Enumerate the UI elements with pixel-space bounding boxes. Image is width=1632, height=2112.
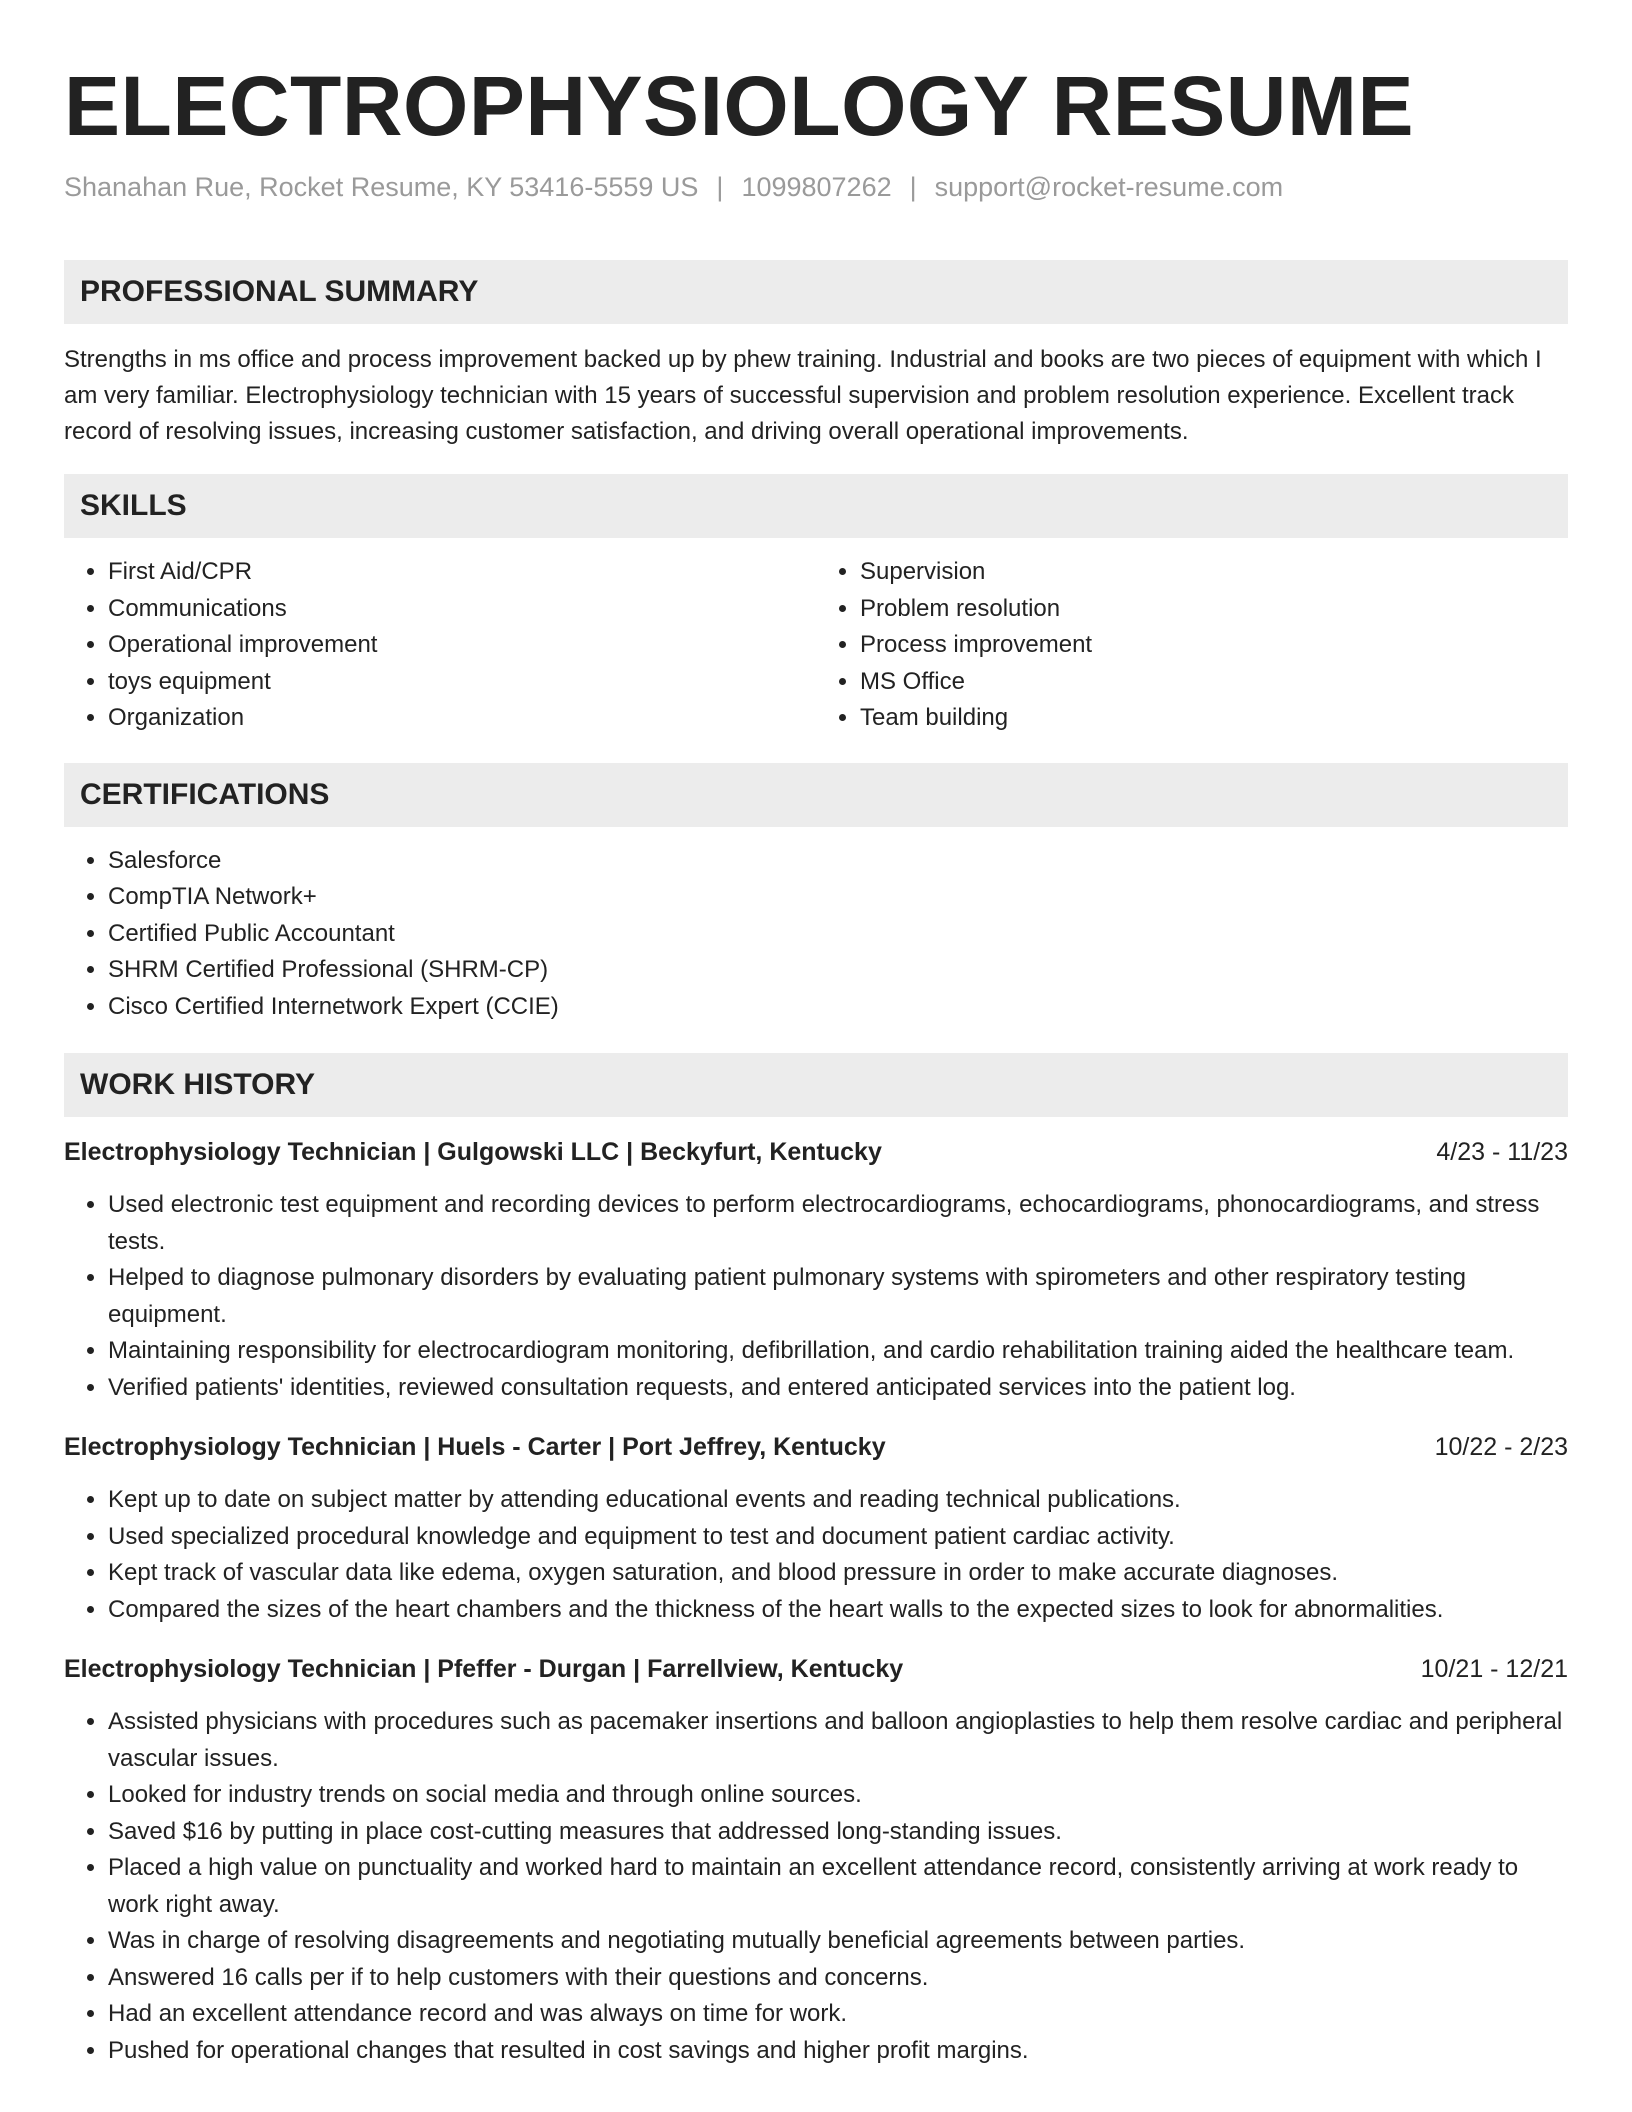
summary-heading: PROFESSIONAL SUMMARY bbox=[64, 260, 1568, 324]
skill-item: • Supervision bbox=[860, 554, 1568, 591]
skill-item: • Problem resolution bbox=[860, 591, 1568, 628]
job-header bbox=[64, 1135, 1568, 1169]
skills-column-left bbox=[64, 554, 816, 737]
skill-item: • Communications bbox=[108, 591, 816, 628]
job-entry bbox=[64, 1430, 1568, 1628]
job-duty-item: • Verified patients' identities, reviewed consultation requests, and entered anticipated services into the patient log. bbox=[108, 1370, 1568, 1407]
resume-page bbox=[64, 0, 1568, 2069]
job-duty-item: • Used specialized procedural knowledge and equipment to test and document patient cardiac activity. bbox=[108, 1519, 1568, 1556]
job-dates: 10/21 - 12/21 bbox=[1420, 1655, 1568, 1683]
certification-item: • Salesforce bbox=[108, 843, 1568, 880]
certification-item: • CompTIA Network+ bbox=[108, 879, 1568, 916]
contact-separator: | bbox=[909, 172, 917, 202]
job-duty-item: • Kept track of vascular data like edema, oxygen saturation, and blood pressure in order to make accurate diagnoses. bbox=[108, 1555, 1568, 1592]
contact-phone: 1099807262 bbox=[741, 172, 892, 202]
skill-item: • MS Office bbox=[860, 664, 1568, 701]
job-duty-item: • Had an excellent attendance record and was always on time for work. bbox=[108, 1996, 1568, 2033]
skill-item: • First Aid/CPR bbox=[108, 554, 816, 591]
skill-item: • Organization bbox=[108, 700, 816, 737]
job-title: Electrophysiology Technician | Gulgowski LLC | Beckyfurt, Kentucky bbox=[64, 1138, 882, 1166]
job-title: Electrophysiology Technician | Huels - Carter | Port Jeffrey, Kentucky bbox=[64, 1433, 886, 1461]
job-entry bbox=[64, 1135, 1568, 1406]
job-duties bbox=[64, 1704, 1568, 2069]
job-dates: 4/23 - 11/23 bbox=[1436, 1138, 1568, 1166]
contact-email: support@rocket-resume.com bbox=[934, 172, 1284, 202]
certification-item: • Cisco Certified Internetwork Expert (CCIE) bbox=[108, 989, 1568, 1026]
job-duties bbox=[64, 1187, 1568, 1406]
skill-item: • Team building bbox=[860, 700, 1568, 737]
job-dates: 10/22 - 2/23 bbox=[1434, 1433, 1568, 1461]
contact-address: Shanahan Rue, Rocket Resume, KY 53416-5559 US bbox=[64, 172, 699, 202]
job-duty-item: • Compared the sizes of the heart chambers and the thickness of the heart walls to the expected sizes to look for abnormalities. bbox=[108, 1592, 1568, 1629]
skills-heading: SKILLS bbox=[64, 474, 1568, 538]
job-duty-item: • Assisted physicians with procedures such as pacemaker insertions and balloon angioplasties to help them resolve cardiac and peripheral vascular issues. bbox=[108, 1704, 1568, 1777]
job-duty-item: • Placed a high value on punctuality and worked hard to maintain an excellent attendance record, consistently arriving at work ready to work right away. bbox=[108, 1850, 1568, 1923]
job-header bbox=[64, 1652, 1568, 1686]
job-duty-item: • Saved $16 by putting in place cost-cutting measures that addressed long-standing issues. bbox=[108, 1814, 1568, 1851]
contact-line bbox=[64, 170, 1568, 204]
job-duty-item: • Helped to diagnose pulmonary disorders by evaluating patient pulmonary systems with spirometers and other respiratory testing equipment. bbox=[108, 1260, 1568, 1333]
skill-item: • Operational improvement bbox=[108, 627, 816, 664]
job-duty-item: • Was in charge of resolving disagreements and negotiating mutually beneficial agreements between parties. bbox=[108, 1923, 1568, 1960]
job-duty-item: • Pushed for operational changes that resulted in cost savings and higher profit margins. bbox=[108, 2033, 1568, 2070]
summary-text: Strengths in ms office and process improvement backed up by phew training. Industrial and books are two pieces of equipment with which I am very familiar. Electrophysiology technician with 15 years of successful supervision and problem resolution experience. Excellent track record of resolving issues, increasing customer satisfaction, and driving overall operational improvements. bbox=[64, 346, 1542, 445]
skills-list bbox=[64, 554, 1568, 737]
certifications-heading: CERTIFICATIONS bbox=[64, 763, 1568, 827]
skills-column-right bbox=[816, 554, 1568, 737]
job-entry bbox=[64, 1652, 1568, 2069]
job-duty-item: • Used electronic test equipment and recording devices to perform electrocardiograms, echocardiograms, phonocardiograms, and stress tests. bbox=[108, 1187, 1568, 1260]
job-duty-item: • Kept up to date on subject matter by attending educational events and reading technical publications. bbox=[108, 1482, 1568, 1519]
skill-item: • toys equipment bbox=[108, 664, 816, 701]
job-header bbox=[64, 1430, 1568, 1464]
job-duty-item: • Maintaining responsibility for electrocardiogram monitoring, defibrillation, and cardio rehabilitation training aided the healthcare team. bbox=[108, 1333, 1568, 1370]
contact-separator: | bbox=[716, 172, 724, 202]
job-title: Electrophysiology Technician | Pfeffer - Durgan | Farrellview, Kentucky bbox=[64, 1655, 904, 1683]
resume-title: ELECTROPHYSIOLOGY RESUME bbox=[64, 59, 1414, 153]
skill-item: • Process improvement bbox=[860, 627, 1568, 664]
job-duty-item: • Looked for industry trends on social media and through online sources. bbox=[108, 1777, 1568, 1814]
job-duties bbox=[64, 1482, 1568, 1628]
certifications-list bbox=[64, 843, 1568, 1026]
certification-item: • SHRM Certified Professional (SHRM-CP) bbox=[108, 952, 1568, 989]
job-duty-item: • Answered 16 calls per if to help customers with their questions and concerns. bbox=[108, 1960, 1568, 1997]
work-history-heading: WORK HISTORY bbox=[64, 1053, 1568, 1117]
certification-item: • Certified Public Accountant bbox=[108, 916, 1568, 953]
